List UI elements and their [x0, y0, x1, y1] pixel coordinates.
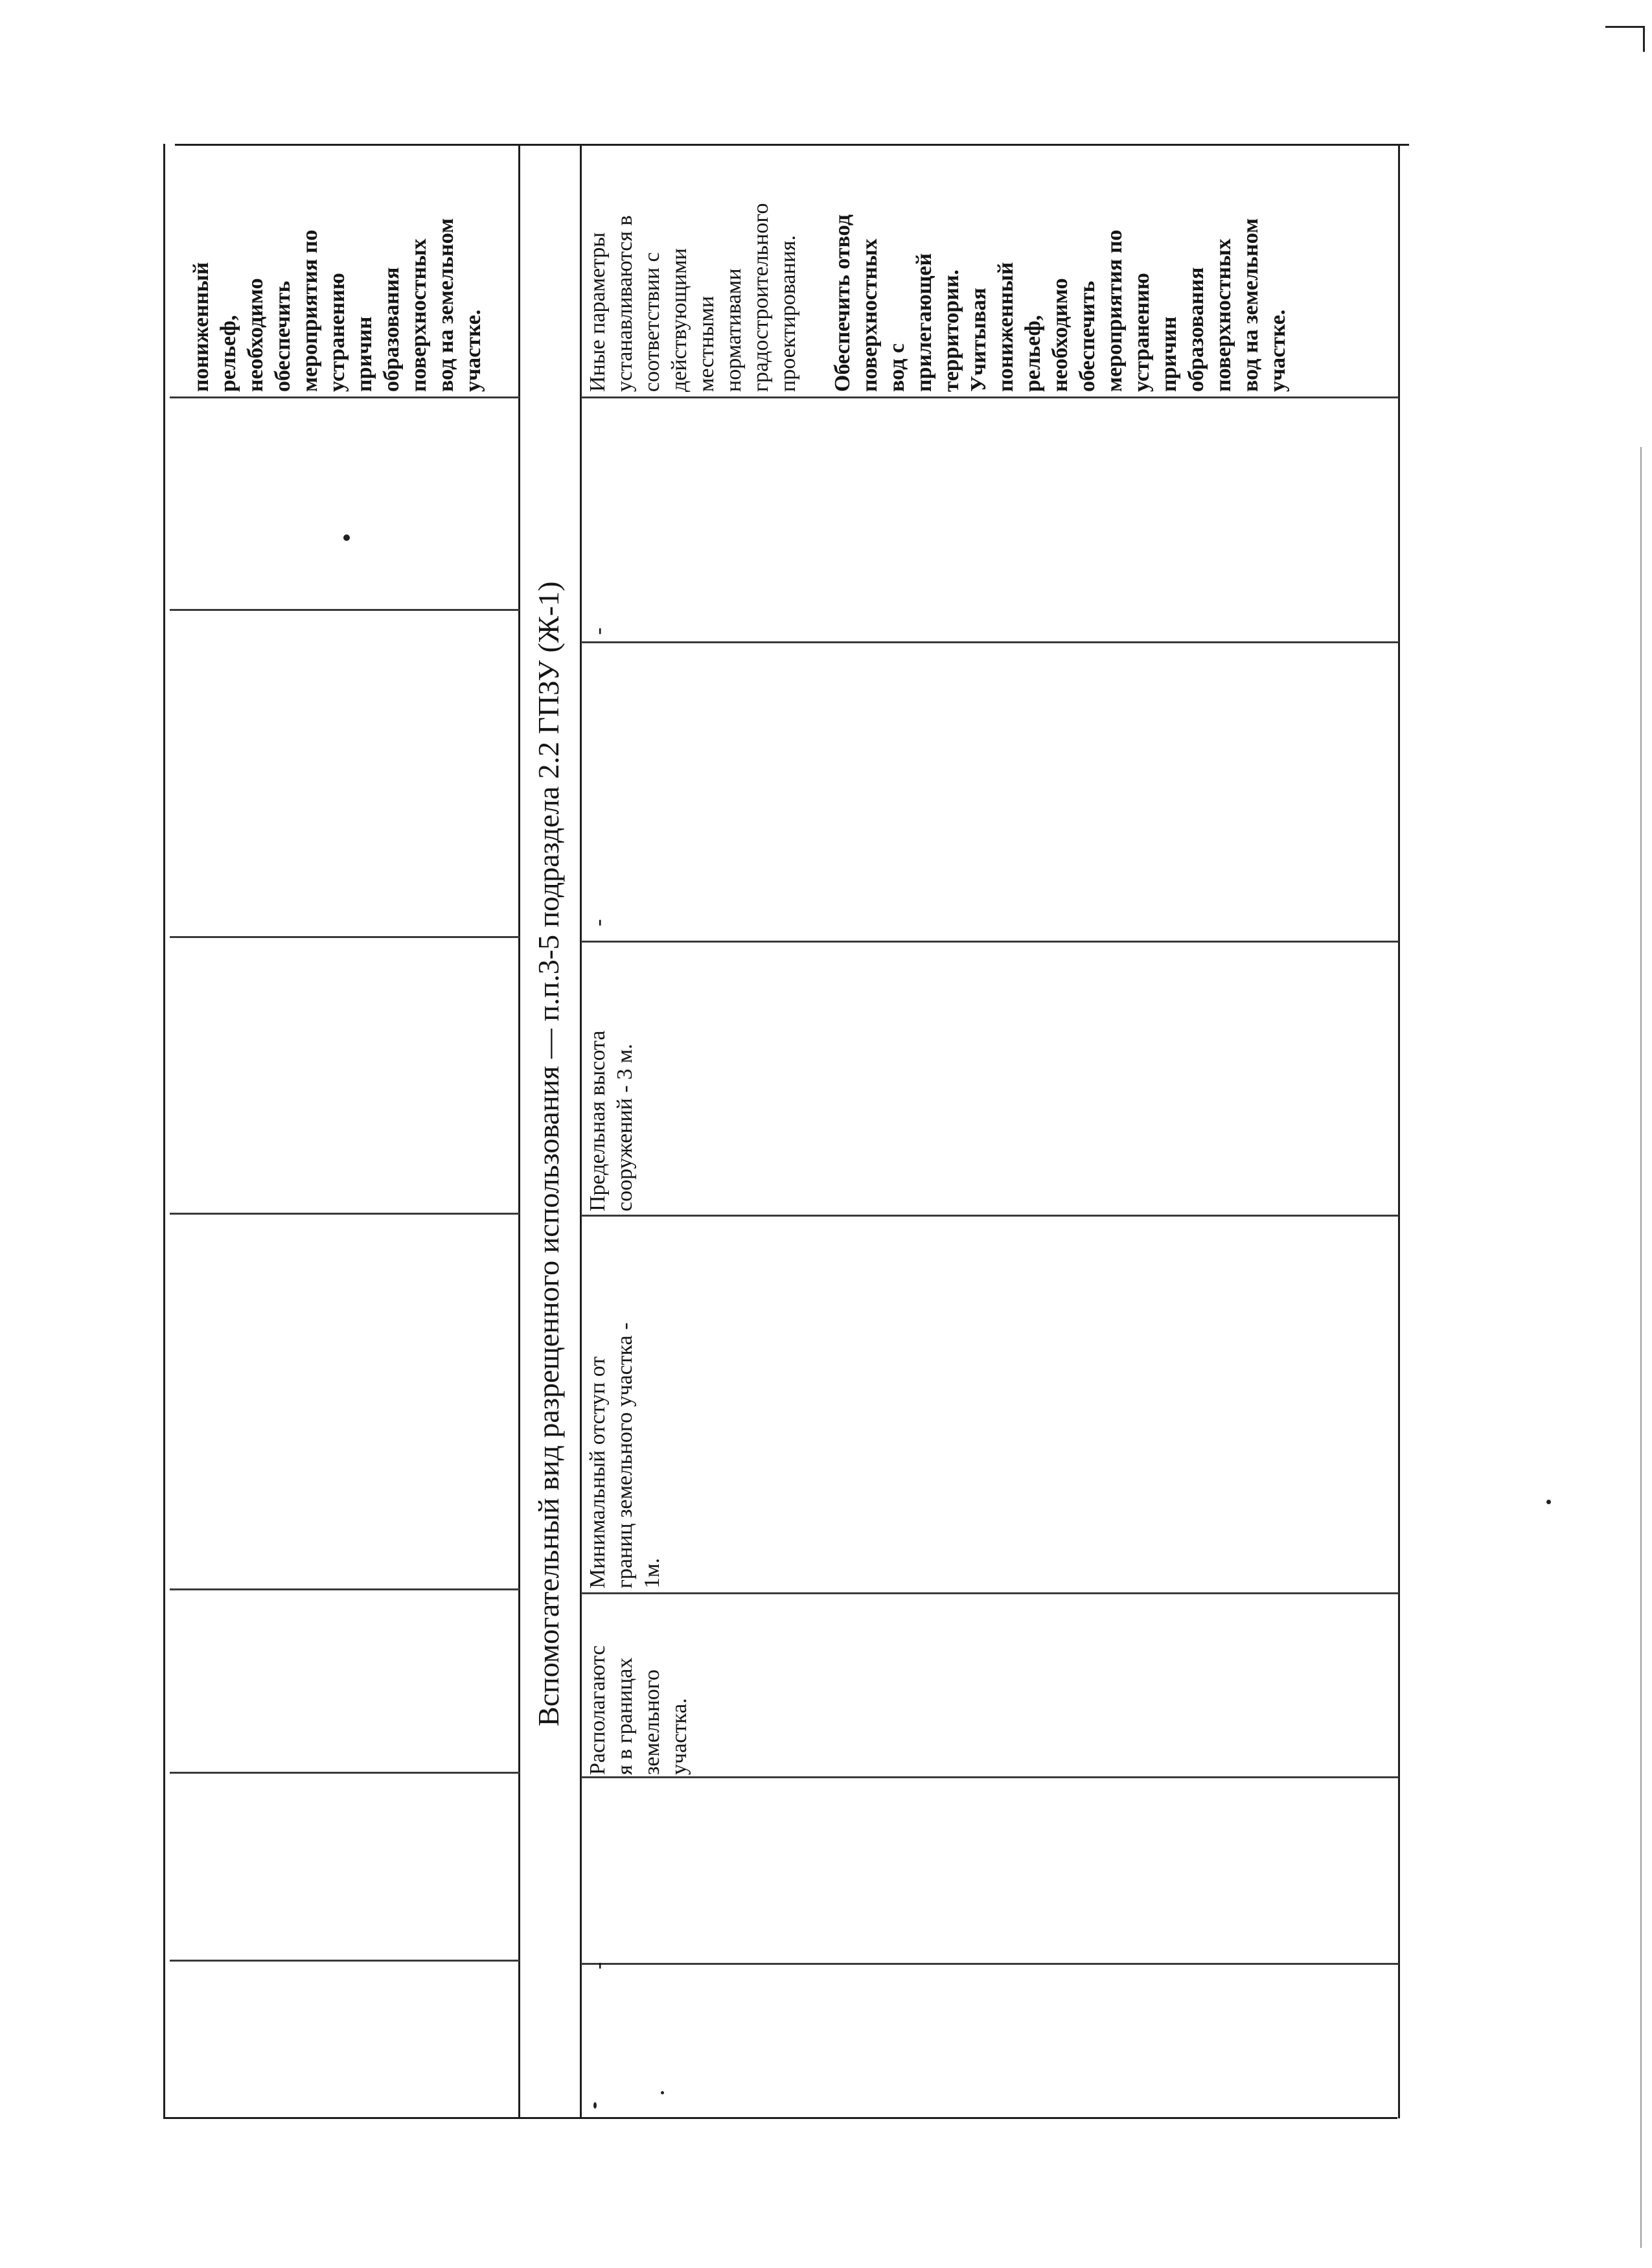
- lower-col1-dash: -: [586, 1962, 610, 1969]
- setback-line: 1м.: [640, 1557, 664, 1588]
- placement-cell: [584, 1600, 693, 1775]
- drainage-line: устранению: [1130, 273, 1154, 392]
- scan-speck: [661, 2091, 664, 2094]
- placement-line: участка.: [667, 1698, 691, 1775]
- drainage-line: Учитывая: [967, 288, 991, 392]
- drainage-line: образования: [1184, 267, 1208, 392]
- caption-row-left-rule: [518, 144, 520, 2118]
- note-line: участке.: [461, 309, 485, 392]
- setback-line: Минимальный отступ от: [586, 1356, 610, 1588]
- note-line: мероприятия по: [298, 229, 322, 392]
- setback-line: границ земельного участка -: [613, 1322, 637, 1588]
- placement-line: Располагаютс: [586, 1645, 610, 1775]
- height-limit-line: сооружений - 3 м.: [613, 1044, 637, 1211]
- table-bottom-border: [163, 2117, 1397, 2119]
- parameters-line: соответствии с: [640, 252, 664, 392]
- section-caption: Вспомогательный вид разрещенного использования — п.п.3-5 подраздела 2.2 ГПЗУ (Ж-1): [532, 581, 565, 1726]
- drainage-line: поверхностных: [858, 238, 882, 392]
- table-left-border: [163, 144, 165, 2118]
- note-line: необходимо: [244, 278, 268, 392]
- lower-row-sep-3: [581, 941, 1399, 943]
- drainage-line: обеспечить: [1075, 281, 1099, 392]
- drainage-line: мероприятия по: [1103, 229, 1127, 392]
- drainage-line: поверхностных: [1211, 238, 1235, 392]
- placement-line: земельного: [640, 1669, 664, 1775]
- scan-edge-mark: [1605, 26, 1644, 28]
- drainage-line: Обеспечить отвод: [831, 214, 855, 392]
- upper-row-sep-1: [170, 396, 520, 398]
- drainage-line: пониженный: [994, 262, 1018, 392]
- note-line: вод на земельном: [434, 218, 458, 392]
- parameters-cell: [584, 152, 1292, 392]
- upper-row-note: [188, 152, 487, 392]
- parameters-line: градостроительного: [749, 203, 773, 392]
- lower-row-sep-4: [581, 1215, 1399, 1217]
- scan-speck: [1546, 1500, 1551, 1504]
- scan-speck: [593, 2102, 597, 2109]
- parameters-line: Иные параметры: [586, 232, 610, 392]
- drainage-line: рельеф,: [1021, 315, 1045, 392]
- scan-edge-mark: [1643, 26, 1645, 52]
- placement-line: я в границах: [613, 1657, 637, 1775]
- lower-col5-dash: -: [586, 919, 610, 926]
- upper-row-sep-6: [170, 1772, 520, 1774]
- parameters-line: местными: [694, 295, 718, 392]
- lower-row-sep-7: [581, 1963, 1399, 1965]
- note-line: пониженный: [189, 262, 213, 392]
- lower-row-sep-2: [581, 641, 1399, 643]
- note-line: устранению: [325, 273, 349, 392]
- parameters-line: проектирования.: [776, 235, 800, 392]
- lower-row-sep-6: [581, 1776, 1399, 1778]
- parameters-line: устанавливаются в: [613, 215, 637, 392]
- drainage-line: причин: [1157, 316, 1181, 392]
- note-line: поверхностных: [407, 238, 431, 392]
- note-line: образования: [380, 267, 404, 392]
- note-line: обеспечить: [271, 281, 295, 392]
- upper-row-sep-2: [170, 609, 520, 611]
- upper-row-sep-5: [170, 1588, 520, 1590]
- lower-row-sep-1: [581, 396, 1399, 398]
- scan-edge-mark: [1640, 447, 1642, 2248]
- height-limit-cell: [584, 946, 639, 1211]
- setback-cell: [584, 1219, 666, 1588]
- upper-row-sep-7: [170, 1960, 520, 1962]
- table-top-border: [175, 144, 1409, 146]
- parameters-line: действующими: [667, 248, 691, 392]
- parameters-line: нормативами: [722, 268, 746, 392]
- drainage-line: вод с: [885, 343, 909, 392]
- scan-speck: [343, 534, 350, 541]
- note-line: причин: [352, 316, 376, 392]
- upper-row-sep-3: [170, 936, 520, 938]
- lower-row-sep-5: [581, 1592, 1399, 1594]
- drainage-line: вод на земельном: [1239, 218, 1263, 392]
- table-right-border: [1398, 144, 1400, 2118]
- caption-row-right-rule: [580, 144, 582, 2118]
- upper-row-sep-4: [170, 1213, 520, 1215]
- drainage-line: прилегающей: [912, 253, 936, 392]
- note-line: рельеф,: [216, 315, 240, 392]
- drainage-line: территории.: [939, 269, 963, 392]
- lower-col7-dash: -: [586, 627, 610, 635]
- drainage-line: участке.: [1266, 309, 1290, 392]
- drainage-line: необходимо: [1048, 278, 1072, 392]
- height-limit-line: Предельная высота: [586, 1030, 610, 1211]
